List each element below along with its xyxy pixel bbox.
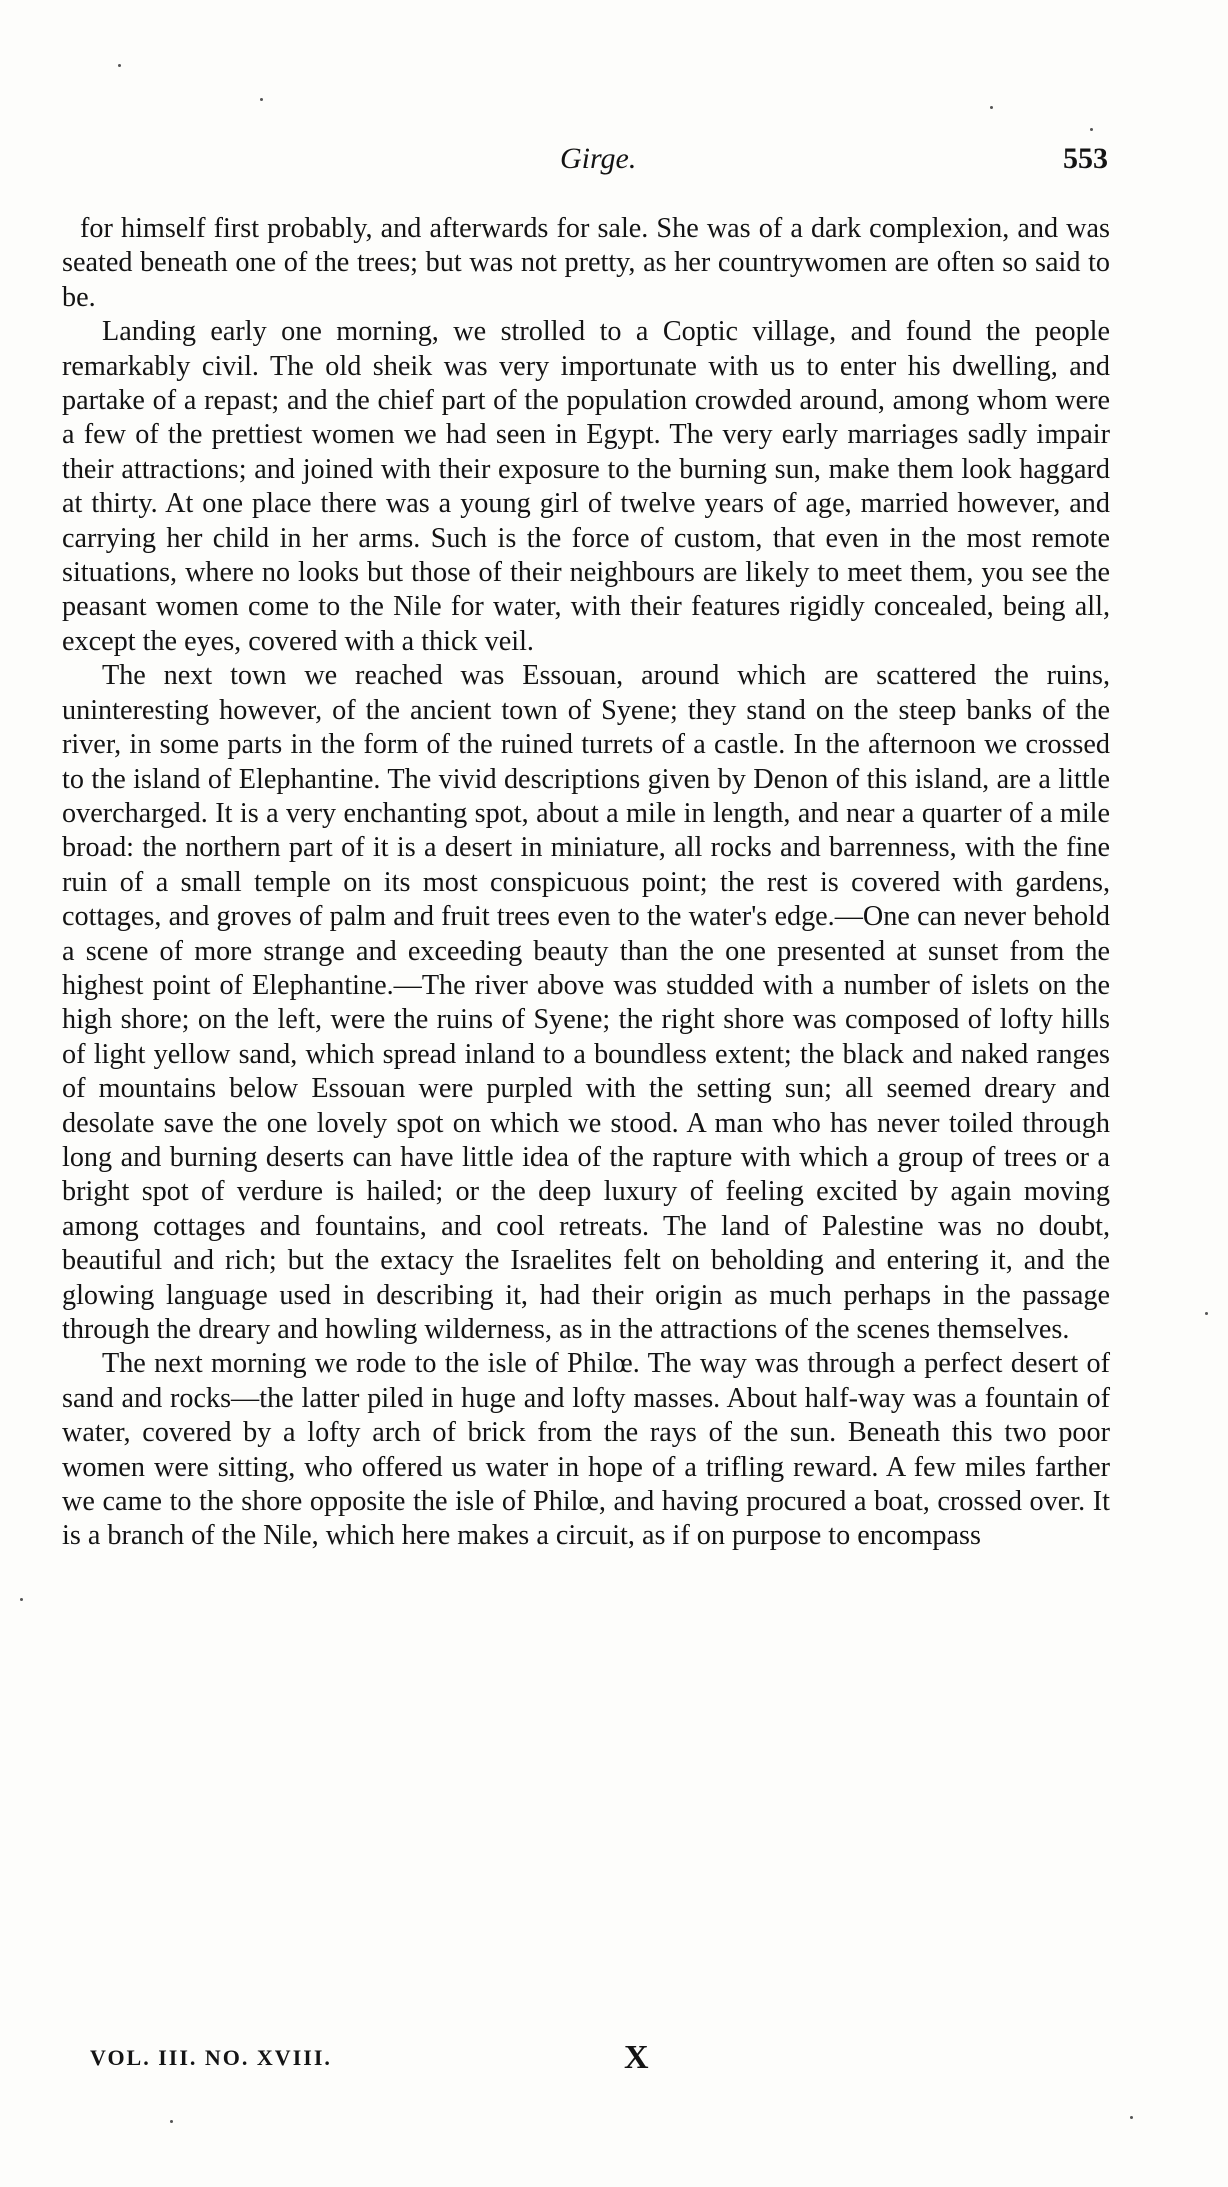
paragraph-coptic-village: Landing early one morning, we strolled to a Coptic village, and found the people remarkably civil. The old sheik was very importunate with us to enter his dwelling, and partake of a repast; and the chief part of the population crowded around, among whom were a few of the prettiest women we had seen in Egypt. The very early marriages sadly impair their attractions; and joined with their exposure to the burning sun, make them look haggard at thirty. At one place there was a young girl of twelve years of age, married however, and carrying her child in her arms. Such is the force of custom, that even in the most remote situations, where no looks but those of their neighbours are likely to meet them, you see the peasant women come to the Nile for water, with their features rigidly concealed, being all, except the eyes, covered with a thick veil. <box>62 316 1110 657</box>
print-speck <box>20 1598 23 1601</box>
running-title: Girge. <box>560 142 637 175</box>
page-number: 553 <box>1063 142 1108 175</box>
paragraph-essouan: The next town we reached was Essouan, around which are scattered the ruins, uninteresting however, of the ancient town of Syene; they stand on the steep banks of the river, in some parts in the form of the ruined turrets of a castle. In the afternoon we crossed to the island of Elephantine. The vivid descriptions given by Denon of this island, are a little overcharged. It is a very enchanting spot, about a mile in length, and near a quarter of a mile broad: the northern part of it is a desert in miniature, all rocks and barrenness, with the fine ruin of a small temple on its most conspicuous point; the rest is covered with gardens, cottages, and groves of palm and fruit trees even to the water's edge.—One can never behold a scene of more strange and exceeding beauty than the one presented at sunset from the highest point of Elephantine.—The river above was studded with a number of islets on the high shore; on the left, were the ruins of Syene; the right shore was composed of lofty hills of light yellow sand, which spread inland to a boundless extent; the black and naked ranges of mountains below Essouan were purpled with the setting sun; all seemed dreary and desolate save the one lovely spot on which we stood. A man who has never toiled through long and burning deserts can have little idea of the rapture with which a group of trees or a bright spot of verdure is hailed; or the deep luxury of feeling excited by again moving among cottages and fountains, and cool retreats. The land of Palestine was no doubt, beautiful and rich; but the extacy the Israelites felt on beholding and entering it, and the glowing language used in describing it, had their origin as much perhaps in the passage through the dreary and howling wilderness, as in the attractions of the scenes themselves. <box>62 660 1110 1345</box>
paragraph-philae: The next morning we rode to the isle of Philœ. The way was through a perfect desert of sand and rocks—the latter piled in huge and lofty masses. About half-way was a fountain of water, covered by a lofty arch of brick from the rays of the sun. Beneath this two poor women were sitting, who offered us water in hope of a trifling reward. A few miles farther we came to the shore opposite the isle of Philœ, and having procured a boat, crossed over. It is a branch of the Nile, which here makes a circuit, as if on purpose to encompass <box>62 1348 1110 1552</box>
print-speck <box>260 98 263 101</box>
sheet-mark: X <box>624 2039 649 2076</box>
page-header <box>0 142 1228 188</box>
page-footer <box>0 2039 1228 2085</box>
body-text <box>62 212 1110 1554</box>
print-speck <box>118 64 121 67</box>
volume-signature: VOL. III. NO. XVIII. <box>90 2045 332 2070</box>
print-speck <box>990 106 993 109</box>
paragraph-continued: for himself first probably, and afterwards for sale. She was of a dark complexion, and was seated beneath one of the trees; but was not pretty, as her countrywomen are often so said to be. <box>62 213 1110 313</box>
print-speck <box>1130 2116 1133 2119</box>
print-speck <box>170 2120 173 2123</box>
print-speck <box>1090 128 1093 131</box>
print-speck <box>1205 1312 1208 1315</box>
